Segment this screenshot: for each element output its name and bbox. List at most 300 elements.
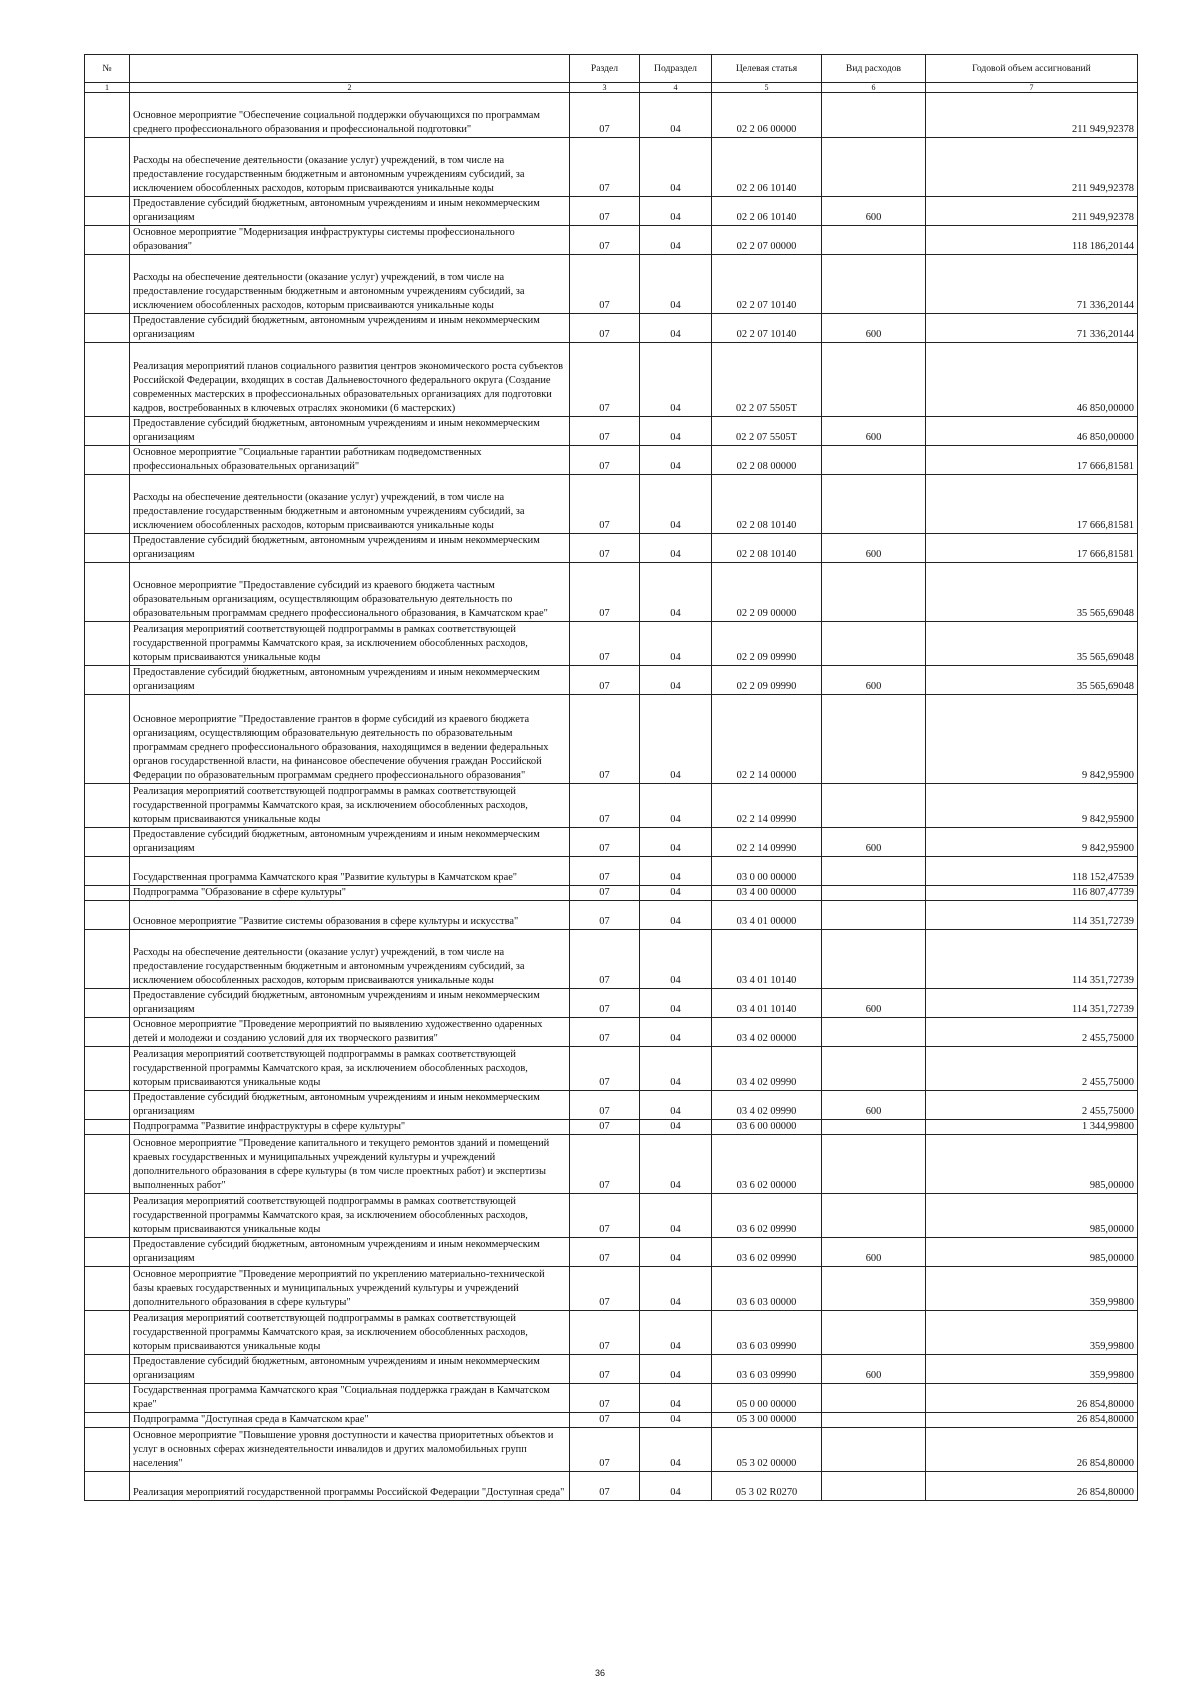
row-expense-type-cell xyxy=(822,622,926,666)
row-target-article-cell: 05 3 02 R0270 xyxy=(712,1472,822,1501)
row-podrazdel-cell: 04 xyxy=(640,1091,712,1120)
row-razdel-cell: 07 xyxy=(570,138,640,197)
table-row xyxy=(85,857,1138,886)
row-name-cell: Расходы на обеспечение деятельности (оказание услуг) учреждений, в том числе на предоставление государственным бюджетным и автономным учреждениям субсидий, за исключением обособленных расходов, которым присваиваются уникальные коды xyxy=(130,255,570,314)
row-amount-cell: 9 842,95900 xyxy=(926,695,1138,784)
row-amount-cell: 26 854,80000 xyxy=(926,1428,1138,1472)
table-row xyxy=(85,93,1138,138)
row-name-cell: Расходы на обеспечение деятельности (оказание услуг) учреждений, в том числе на предоставление государственным бюджетным и автономным учреждениям субсидий, за исключением обособленных расходов, которым присваиваются уникальные коды xyxy=(130,930,570,989)
row-number-cell xyxy=(85,1047,130,1091)
row-name-cell: Основное мероприятие "Проведение капитального и текущего ремонтов зданий и помещений краевых государственных и муниципальных учреждений культуры и учреждений дополнительного образования в сфере культуры (в том числе проектных работ) и экспертизы выполненных работ" xyxy=(130,1135,570,1194)
row-name-cell: Государственная программа Камчатского края "Развитие культуры в Камчатском крае" xyxy=(130,857,570,886)
table-row xyxy=(85,622,1138,666)
row-razdel-cell: 07 xyxy=(570,1384,640,1413)
table-row xyxy=(85,1135,1138,1194)
row-razdel-cell: 07 xyxy=(570,314,640,343)
row-number-cell xyxy=(85,1238,130,1267)
row-amount-cell: 359,99800 xyxy=(926,1355,1138,1384)
row-name-cell: Основное мероприятие "Социальные гарантии работникам подведомственных профессиональных образовательных организаций" xyxy=(130,446,570,475)
row-target-article-cell: 03 6 03 09990 xyxy=(712,1355,822,1384)
row-expense-type-cell xyxy=(822,1018,926,1047)
row-target-article-cell: 02 2 14 09990 xyxy=(712,828,822,857)
row-number-cell xyxy=(85,989,130,1018)
row-razdel-cell: 07 xyxy=(570,695,640,784)
row-amount-cell: 9 842,95900 xyxy=(926,784,1138,828)
row-name-cell: Предоставление субсидий бюджетным, автономным учреждениям и иным некоммерческим организациям xyxy=(130,989,570,1018)
row-amount-cell: 2 455,75000 xyxy=(926,1018,1138,1047)
row-target-article-cell: 05 0 00 00000 xyxy=(712,1384,822,1413)
row-podrazdel-cell: 04 xyxy=(640,1047,712,1091)
row-expense-type-cell: 600 xyxy=(822,666,926,695)
row-amount-cell: 985,00000 xyxy=(926,1238,1138,1267)
row-name-cell: Расходы на обеспечение деятельности (оказание услуг) учреждений, в том числе на предоставление государственным бюджетным и автономным учреждениям субсидий, за исключением обособленных расходов, которым присваиваются уникальные коды xyxy=(130,138,570,197)
row-expense-type-cell xyxy=(822,475,926,534)
table-row xyxy=(85,1355,1138,1384)
row-number-cell xyxy=(85,563,130,622)
table-row xyxy=(85,666,1138,695)
row-razdel-cell: 07 xyxy=(570,828,640,857)
row-podrazdel-cell: 04 xyxy=(640,1311,712,1355)
row-target-article-cell: 03 6 03 09990 xyxy=(712,1311,822,1355)
row-name-cell: Основное мероприятие "Обеспечение социальной поддержки обучающихся по программам среднего профессионального образования и профессиональной подготовки" xyxy=(130,93,570,138)
row-number-cell xyxy=(85,622,130,666)
row-razdel-cell: 07 xyxy=(570,1428,640,1472)
row-expense-type-cell xyxy=(822,1120,926,1135)
row-number-cell xyxy=(85,1120,130,1135)
table-row xyxy=(85,1047,1138,1091)
row-number-cell xyxy=(85,666,130,695)
row-target-article-cell: 03 4 01 00000 xyxy=(712,901,822,930)
row-number-cell xyxy=(85,1267,130,1311)
table-row xyxy=(85,138,1138,197)
row-name-cell: Расходы на обеспечение деятельности (оказание услуг) учреждений, в том числе на предоставление государственным бюджетным и автономным учреждениям субсидий, за исключением обособленных расходов, которым присваиваются уникальные коды xyxy=(130,475,570,534)
row-expense-type-cell xyxy=(822,901,926,930)
row-expense-type-cell xyxy=(822,1194,926,1238)
row-razdel-cell: 07 xyxy=(570,1267,640,1311)
row-podrazdel-cell: 04 xyxy=(640,1120,712,1135)
row-razdel-cell: 07 xyxy=(570,1413,640,1428)
row-podrazdel-cell: 04 xyxy=(640,1194,712,1238)
row-number-cell xyxy=(85,446,130,475)
row-name-cell: Основное мероприятие "Проведение мероприятий по укреплению материально-технической базы краевых государственных и муниципальных учреждений культуры и учреждений дополнительного образования в сфере культуры" xyxy=(130,1267,570,1311)
row-expense-type-cell: 600 xyxy=(822,989,926,1018)
row-target-article-cell: 02 2 08 10140 xyxy=(712,534,822,563)
row-razdel-cell: 07 xyxy=(570,446,640,475)
row-name-cell: Реализация мероприятий соответствующей подпрограммы в рамках соответствующей государственной программы Камчатского края, за исключением обособленных расходов, которым присваиваются уникальные коды xyxy=(130,1311,570,1355)
row-podrazdel-cell: 04 xyxy=(640,93,712,138)
row-amount-cell: 2 455,75000 xyxy=(926,1091,1138,1120)
row-razdel-cell: 07 xyxy=(570,1311,640,1355)
row-expense-type-cell xyxy=(822,1413,926,1428)
row-name-cell: Предоставление субсидий бюджетным, автономным учреждениям и иным некоммерческим организациям xyxy=(130,417,570,446)
row-amount-cell: 118 186,20144 xyxy=(926,226,1138,255)
column-number: 6 xyxy=(822,83,926,93)
row-amount-cell: 359,99800 xyxy=(926,1267,1138,1311)
row-razdel-cell: 07 xyxy=(570,417,640,446)
row-name-cell: Предоставление субсидий бюджетным, автономным учреждениям и иным некоммерческим организациям xyxy=(130,1091,570,1120)
row-razdel-cell: 07 xyxy=(570,1355,640,1384)
column-number: 1 xyxy=(85,83,130,93)
row-expense-type-cell: 600 xyxy=(822,828,926,857)
column-number: 7 xyxy=(926,83,1138,93)
row-podrazdel-cell: 04 xyxy=(640,784,712,828)
row-podrazdel-cell: 04 xyxy=(640,666,712,695)
row-razdel-cell: 07 xyxy=(570,563,640,622)
row-podrazdel-cell: 04 xyxy=(640,1267,712,1311)
table-row xyxy=(85,475,1138,534)
row-number-cell xyxy=(85,1091,130,1120)
row-name-cell: Реализация мероприятий соответствующей подпрограммы в рамках соответствующей государственной программы Камчатского края, за исключением обособленных расходов, которым присваиваются уникальные коды xyxy=(130,1194,570,1238)
column-number: 4 xyxy=(640,83,712,93)
row-razdel-cell: 07 xyxy=(570,857,640,886)
row-podrazdel-cell: 04 xyxy=(640,255,712,314)
header-expense-type: Вид расходов xyxy=(822,55,926,83)
row-expense-type-cell xyxy=(822,343,926,417)
row-podrazdel-cell: 04 xyxy=(640,1135,712,1194)
row-expense-type-cell xyxy=(822,784,926,828)
row-amount-cell: 17 666,81581 xyxy=(926,475,1138,534)
row-name-cell: Реализация мероприятий соответствующей подпрограммы в рамках соответствующей государственной программы Камчатского края, за исключением обособленных расходов, которым присваиваются уникальные коды xyxy=(130,784,570,828)
row-target-article-cell: 03 6 00 00000 xyxy=(712,1120,822,1135)
row-target-article-cell: 03 6 02 09990 xyxy=(712,1238,822,1267)
row-target-article-cell: 02 2 07 10140 xyxy=(712,314,822,343)
row-expense-type-cell xyxy=(822,1384,926,1413)
row-target-article-cell: 02 2 14 09990 xyxy=(712,784,822,828)
row-name-cell: Основное мероприятие "Проведение мероприятий по выявлению художественно одаренных детей и молодежи и созданию условий для их творческого развития" xyxy=(130,1018,570,1047)
column-number: 5 xyxy=(712,83,822,93)
row-podrazdel-cell: 04 xyxy=(640,1355,712,1384)
row-name-cell: Реализация мероприятий соответствующей подпрограммы в рамках соответствующей государственной программы Камчатского края, за исключением обособленных расходов, которым присваиваются уникальные коды xyxy=(130,622,570,666)
row-podrazdel-cell: 04 xyxy=(640,534,712,563)
row-amount-cell: 116 807,47739 xyxy=(926,886,1138,901)
row-name-cell: Предоставление субсидий бюджетным, автономным учреждениям и иным некоммерческим организациям xyxy=(130,314,570,343)
row-target-article-cell: 02 2 06 10140 xyxy=(712,197,822,226)
row-expense-type-cell xyxy=(822,226,926,255)
row-number-cell xyxy=(85,343,130,417)
row-amount-cell: 26 854,80000 xyxy=(926,1413,1138,1428)
row-target-article-cell: 02 2 08 00000 xyxy=(712,446,822,475)
table-row xyxy=(85,828,1138,857)
row-target-article-cell: 03 4 02 00000 xyxy=(712,1018,822,1047)
row-target-article-cell: 02 2 06 10140 xyxy=(712,138,822,197)
row-name-cell: Подпрограмма "Доступная среда в Камчатском крае" xyxy=(130,1413,570,1428)
row-target-article-cell: 03 4 01 10140 xyxy=(712,930,822,989)
row-target-article-cell: 05 3 00 00000 xyxy=(712,1413,822,1428)
row-razdel-cell: 07 xyxy=(570,901,640,930)
row-razdel-cell: 07 xyxy=(570,475,640,534)
row-amount-cell: 17 666,81581 xyxy=(926,534,1138,563)
row-expense-type-cell xyxy=(822,93,926,138)
row-podrazdel-cell: 04 xyxy=(640,622,712,666)
table-row xyxy=(85,989,1138,1018)
row-amount-cell: 71 336,20144 xyxy=(926,314,1138,343)
row-target-article-cell: 03 4 02 09990 xyxy=(712,1047,822,1091)
row-number-cell xyxy=(85,1428,130,1472)
table-row xyxy=(85,563,1138,622)
row-name-cell: Основное мероприятие "Повышение уровня доступности и качества приоритетных объектов и услуг в основных сферах жизнедеятельности инвалидов и других маломобильных групп населения" xyxy=(130,1428,570,1472)
row-amount-cell: 35 565,69048 xyxy=(926,666,1138,695)
row-target-article-cell: 03 4 02 09990 xyxy=(712,1091,822,1120)
row-amount-cell: 2 455,75000 xyxy=(926,1047,1138,1091)
row-expense-type-cell xyxy=(822,255,926,314)
table-row xyxy=(85,901,1138,930)
row-razdel-cell: 07 xyxy=(570,666,640,695)
row-number-cell xyxy=(85,828,130,857)
table-row xyxy=(85,1428,1138,1472)
row-razdel-cell: 07 xyxy=(570,1047,640,1091)
table-row xyxy=(85,534,1138,563)
row-amount-cell: 35 565,69048 xyxy=(926,563,1138,622)
row-razdel-cell: 07 xyxy=(570,784,640,828)
page-number: 36 xyxy=(594,1668,605,1678)
table-row xyxy=(85,343,1138,417)
row-name-cell: Реализация мероприятий планов социального развития центров экономического роста субъектов Российской Федерации, входящих в состав Дальневосточного федерального округа (Создание современных мастерских в профессиональных образовательных организациях для подготовки кадров, востребованных в ключевых отраслях экономики (6 мастерских) xyxy=(130,343,570,417)
row-amount-cell: 114 351,72739 xyxy=(926,989,1138,1018)
table-row xyxy=(85,930,1138,989)
row-expense-type-cell xyxy=(822,695,926,784)
table-row xyxy=(85,255,1138,314)
row-razdel-cell: 07 xyxy=(570,1018,640,1047)
row-name-cell: Основное мероприятие "Модернизация инфраструктуры системы профессионального образования" xyxy=(130,226,570,255)
row-target-article-cell: 03 0 00 00000 xyxy=(712,857,822,886)
row-target-article-cell: 02 2 09 00000 xyxy=(712,563,822,622)
row-number-cell xyxy=(85,93,130,138)
budget-table xyxy=(84,54,1138,1501)
row-podrazdel-cell: 04 xyxy=(640,1472,712,1501)
row-podrazdel-cell: 04 xyxy=(640,857,712,886)
table-row xyxy=(85,886,1138,901)
row-podrazdel-cell: 04 xyxy=(640,901,712,930)
row-podrazdel-cell: 04 xyxy=(640,828,712,857)
row-razdel-cell: 07 xyxy=(570,1091,640,1120)
row-expense-type-cell: 600 xyxy=(822,534,926,563)
row-podrazdel-cell: 04 xyxy=(640,1428,712,1472)
row-podrazdel-cell: 04 xyxy=(640,417,712,446)
row-expense-type-cell xyxy=(822,138,926,197)
table-row xyxy=(85,1091,1138,1120)
row-amount-cell: 46 850,00000 xyxy=(926,417,1138,446)
row-amount-cell: 46 850,00000 xyxy=(926,343,1138,417)
row-target-article-cell: 02 2 09 09990 xyxy=(712,666,822,695)
row-name-cell: Подпрограмма "Развитие инфраструктуры в сфере культуры" xyxy=(130,1120,570,1135)
row-target-article-cell: 02 2 07 00000 xyxy=(712,226,822,255)
table-row xyxy=(85,1384,1138,1413)
row-razdel-cell: 07 xyxy=(570,197,640,226)
row-razdel-cell: 07 xyxy=(570,622,640,666)
row-expense-type-cell xyxy=(822,563,926,622)
row-name-cell: Предоставление субсидий бюджетным, автономным учреждениям и иным некоммерческим организациям xyxy=(130,1355,570,1384)
row-target-article-cell: 02 2 07 5505Т xyxy=(712,417,822,446)
header-name xyxy=(130,55,570,83)
row-target-article-cell: 03 4 00 00000 xyxy=(712,886,822,901)
row-target-article-cell: 02 2 07 5505Т xyxy=(712,343,822,417)
row-number-cell xyxy=(85,534,130,563)
row-amount-cell: 1 344,99800 xyxy=(926,1120,1138,1135)
row-amount-cell: 211 949,92378 xyxy=(926,197,1138,226)
row-number-cell xyxy=(85,197,130,226)
header-number: № xyxy=(85,55,130,83)
row-podrazdel-cell: 04 xyxy=(640,314,712,343)
row-name-cell: Основное мероприятие "Предоставление субсидий из краевого бюджета частным образовательным организациям, осуществляющим образовательную деятельность по образовательным программам среднего профессионального образования, в Камчатском крае" xyxy=(130,563,570,622)
row-expense-type-cell: 600 xyxy=(822,417,926,446)
row-expense-type-cell: 600 xyxy=(822,1091,926,1120)
row-amount-cell: 985,00000 xyxy=(926,1194,1138,1238)
row-target-article-cell: 02 2 08 10140 xyxy=(712,475,822,534)
row-name-cell: Подпрограмма "Образование в сфере культуры" xyxy=(130,886,570,901)
row-amount-cell: 17 666,81581 xyxy=(926,446,1138,475)
row-expense-type-cell: 600 xyxy=(822,314,926,343)
table-row xyxy=(85,1267,1138,1311)
row-expense-type-cell: 600 xyxy=(822,1355,926,1384)
row-expense-type-cell xyxy=(822,1047,926,1091)
row-razdel-cell: 07 xyxy=(570,226,640,255)
row-number-cell xyxy=(85,1194,130,1238)
row-name-cell: Государственная программа Камчатского края "Социальная поддержка граждан в Камчатском крае" xyxy=(130,1384,570,1413)
row-amount-cell: 9 842,95900 xyxy=(926,828,1138,857)
row-name-cell: Основное мероприятие "Развитие системы образования в сфере культуры и искусства" xyxy=(130,901,570,930)
row-amount-cell: 211 949,92378 xyxy=(926,93,1138,138)
row-expense-type-cell: 600 xyxy=(822,1238,926,1267)
row-number-cell xyxy=(85,1135,130,1194)
row-podrazdel-cell: 04 xyxy=(640,989,712,1018)
row-podrazdel-cell: 04 xyxy=(640,1238,712,1267)
row-razdel-cell: 07 xyxy=(570,93,640,138)
table-row xyxy=(85,417,1138,446)
row-number-cell xyxy=(85,857,130,886)
table-row xyxy=(85,1194,1138,1238)
table-row xyxy=(85,314,1138,343)
row-number-cell xyxy=(85,1355,130,1384)
table-row xyxy=(85,1238,1138,1267)
table-row xyxy=(85,1018,1138,1047)
row-number-cell xyxy=(85,901,130,930)
table-row xyxy=(85,1472,1138,1501)
row-podrazdel-cell: 04 xyxy=(640,695,712,784)
row-target-article-cell: 03 6 02 09990 xyxy=(712,1194,822,1238)
row-podrazdel-cell: 04 xyxy=(640,1018,712,1047)
row-name-cell: Предоставление субсидий бюджетным, автономным учреждениям и иным некоммерческим организациям xyxy=(130,666,570,695)
row-amount-cell: 114 351,72739 xyxy=(926,901,1138,930)
row-number-cell xyxy=(85,475,130,534)
row-podrazdel-cell: 04 xyxy=(640,1413,712,1428)
row-amount-cell: 35 565,69048 xyxy=(926,622,1138,666)
column-number: 3 xyxy=(570,83,640,93)
row-amount-cell: 359,99800 xyxy=(926,1311,1138,1355)
row-name-cell: Предоставление субсидий бюджетным, автономным учреждениям и иным некоммерческим организациям xyxy=(130,1238,570,1267)
row-razdel-cell: 07 xyxy=(570,534,640,563)
row-expense-type-cell xyxy=(822,1135,926,1194)
row-amount-cell: 985,00000 xyxy=(926,1135,1138,1194)
row-razdel-cell: 07 xyxy=(570,886,640,901)
row-number-cell xyxy=(85,695,130,784)
column-number: 2 xyxy=(130,83,570,93)
row-podrazdel-cell: 04 xyxy=(640,197,712,226)
row-number-cell xyxy=(85,314,130,343)
row-podrazdel-cell: 04 xyxy=(640,563,712,622)
row-razdel-cell: 07 xyxy=(570,1135,640,1194)
table-header-row xyxy=(85,55,1138,83)
row-target-article-cell: 02 2 07 10140 xyxy=(712,255,822,314)
row-podrazdel-cell: 04 xyxy=(640,1384,712,1413)
row-podrazdel-cell: 04 xyxy=(640,475,712,534)
table-row xyxy=(85,1413,1138,1428)
row-expense-type-cell xyxy=(822,857,926,886)
row-razdel-cell: 07 xyxy=(570,1472,640,1501)
row-razdel-cell: 07 xyxy=(570,989,640,1018)
row-amount-cell: 118 152,47539 xyxy=(926,857,1138,886)
row-number-cell xyxy=(85,886,130,901)
row-number-cell xyxy=(85,1018,130,1047)
table-row xyxy=(85,1311,1138,1355)
row-target-article-cell: 03 4 01 10140 xyxy=(712,989,822,1018)
header-annual-volume: Годовой объем ассигнований xyxy=(926,55,1138,83)
column-number-row xyxy=(85,83,1138,93)
row-name-cell: Реализация мероприятий государственной программы Российской Федерации "Доступная среда" xyxy=(130,1472,570,1501)
header-razdel: Раздел xyxy=(570,55,640,83)
row-name-cell: Предоставление субсидий бюджетным, автономным учреждениям и иным некоммерческим организациям xyxy=(130,197,570,226)
row-name-cell: Основное мероприятие "Предоставление грантов в форме субсидий из краевого бюджета организациям, осуществляющим образовательную деятельность по образовательным программам среднего профессионального образования, находящимся в ведении федеральных органов государственной власти, на финансовое обеспечение обучения граждан Российской Федерации по образовательным программам среднего профессионального образования" xyxy=(130,695,570,784)
row-expense-type-cell xyxy=(822,930,926,989)
row-razdel-cell: 07 xyxy=(570,1120,640,1135)
row-number-cell xyxy=(85,1472,130,1501)
row-target-article-cell: 03 6 03 00000 xyxy=(712,1267,822,1311)
row-expense-type-cell xyxy=(822,1428,926,1472)
row-number-cell xyxy=(85,1311,130,1355)
row-number-cell xyxy=(85,784,130,828)
row-expense-type-cell xyxy=(822,886,926,901)
row-expense-type-cell: 600 xyxy=(822,197,926,226)
row-podrazdel-cell: 04 xyxy=(640,138,712,197)
row-target-article-cell: 03 6 02 00000 xyxy=(712,1135,822,1194)
table-row xyxy=(85,1120,1138,1135)
table-row xyxy=(85,446,1138,475)
table-body xyxy=(85,93,1138,1501)
table-row xyxy=(85,695,1138,784)
row-number-cell xyxy=(85,1384,130,1413)
row-amount-cell: 26 854,80000 xyxy=(926,1472,1138,1501)
table-row xyxy=(85,784,1138,828)
table-row xyxy=(85,226,1138,255)
header-podrazdel: Подраздел xyxy=(640,55,712,83)
row-amount-cell: 211 949,92378 xyxy=(926,138,1138,197)
row-expense-type-cell xyxy=(822,1472,926,1501)
row-name-cell: Реализация мероприятий соответствующей подпрограммы в рамках соответствующей государственной программы Камчатского края, за исключением обособленных расходов, которым присваиваются уникальные коды xyxy=(130,1047,570,1091)
row-razdel-cell: 07 xyxy=(570,255,640,314)
row-number-cell xyxy=(85,255,130,314)
row-number-cell xyxy=(85,138,130,197)
row-expense-type-cell xyxy=(822,446,926,475)
row-amount-cell: 71 336,20144 xyxy=(926,255,1138,314)
row-number-cell xyxy=(85,930,130,989)
row-amount-cell: 114 351,72739 xyxy=(926,930,1138,989)
row-target-article-cell: 02 2 09 09990 xyxy=(712,622,822,666)
row-expense-type-cell xyxy=(822,1267,926,1311)
table-row xyxy=(85,197,1138,226)
row-amount-cell: 26 854,80000 xyxy=(926,1384,1138,1413)
row-podrazdel-cell: 04 xyxy=(640,930,712,989)
row-podrazdel-cell: 04 xyxy=(640,343,712,417)
row-target-article-cell: 02 2 06 00000 xyxy=(712,93,822,138)
row-expense-type-cell xyxy=(822,1311,926,1355)
row-number-cell xyxy=(85,226,130,255)
row-target-article-cell: 05 3 02 00000 xyxy=(712,1428,822,1472)
row-razdel-cell: 07 xyxy=(570,343,640,417)
row-podrazdel-cell: 04 xyxy=(640,226,712,255)
row-razdel-cell: 07 xyxy=(570,1194,640,1238)
row-name-cell: Предоставление субсидий бюджетным, автономным учреждениям и иным некоммерческим организациям xyxy=(130,828,570,857)
row-podrazdel-cell: 04 xyxy=(640,446,712,475)
row-target-article-cell: 02 2 14 00000 xyxy=(712,695,822,784)
